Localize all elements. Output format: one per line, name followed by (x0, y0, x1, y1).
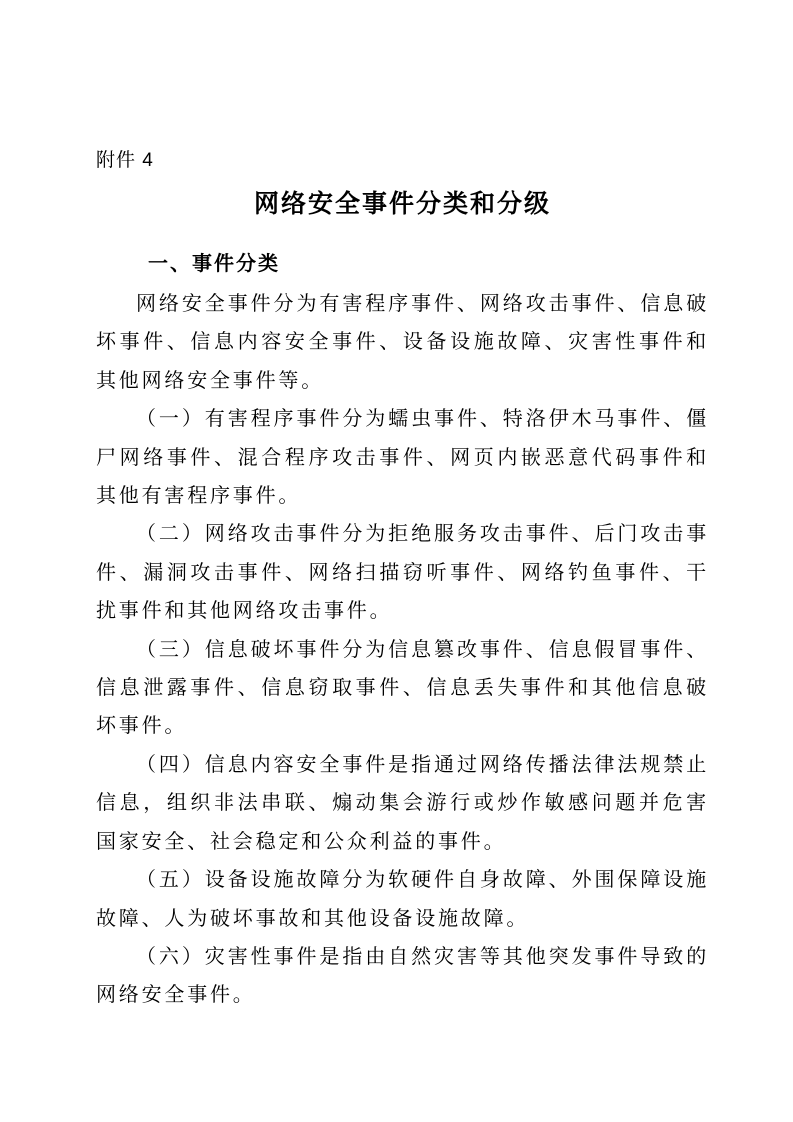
paragraph-item-4-content-security: （四）信息内容安全事件是指通过网络传播法律法规禁止信息，组织非法串联、煽动集会游行或炒作敏感问题并危害国家安全、社会稳定和公众利益的事件。 (96, 753, 709, 853)
paragraph-item-1-harmful-programs: （一）有害程序事件分为蠕虫事件、特洛伊木马事件、僵尸网络事件、混合程序攻击事件、网页内嵌恶意代码事件和其他有害程序事件。 (96, 408, 709, 508)
section-heading: 一、事件分类 (148, 253, 280, 275)
paragraph-item-3-information-destruction: （三）信息破坏事件分为信息篡改事件、信息假冒事件、信息泄露事件、信息窃取事件、信息丢失事件和其他信息破坏事件。 (96, 638, 709, 738)
paragraph-item-6-disaster-events: （六）灾害性事件是指由自然灾害等其他突发事件导致的网络安全事件。 (96, 945, 709, 1007)
attachment-label: 附件 4 (96, 150, 154, 171)
paragraph-item-5-equipment-failure: （五）设备设施故障分为软硬件自身故障、外围保障设施故障、人为破坏事故和其他设备设施故障。 (96, 869, 709, 930)
paragraph-item-2-network-attacks: （二）网络攻击事件分为拒绝服务攻击事件、后门攻击事件、漏洞攻击事件、网络扫描窃听事件、网络钓鱼事件、干扰事件和其他网络攻击事件。 (96, 523, 709, 623)
document-title: 网络安全事件分类和分级 (253, 191, 551, 218)
paragraph-intro: 网络安全事件分为有害程序事件、网络攻击事件、信息破坏事件、信息内容安全事件、设备设施故障、灾害性事件和其他网络安全事件等。 (96, 293, 709, 392)
document-body (96, 285, 709, 1015)
